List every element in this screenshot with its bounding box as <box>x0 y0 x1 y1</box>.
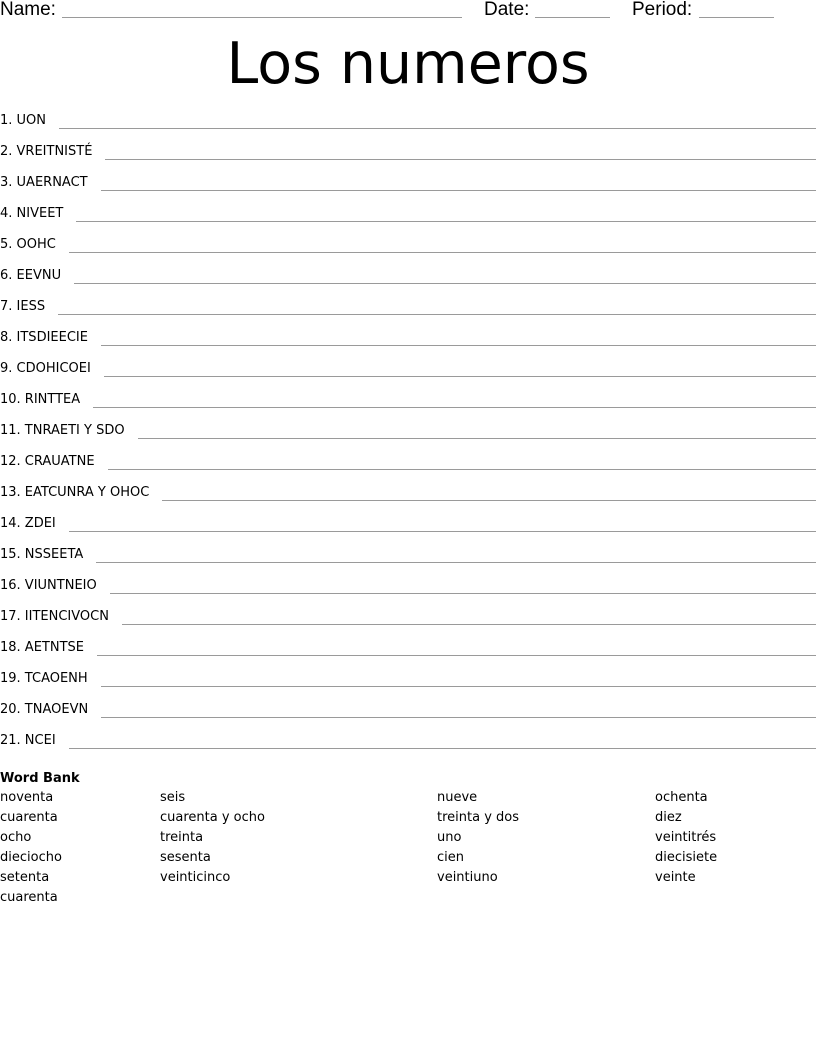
question-row <box>0 294 816 325</box>
question-row <box>0 325 816 356</box>
word-bank-item: cien <box>437 850 464 865</box>
question-label: 8. ITSDIEECIE <box>0 330 88 345</box>
word-bank-item: cuarenta y ocho <box>160 810 265 825</box>
question-row <box>0 542 816 573</box>
word-bank-item: treinta y dos <box>437 810 520 825</box>
answer-line[interactable] <box>101 717 816 718</box>
period-label: Period: <box>632 0 693 20</box>
name-line <box>62 17 462 18</box>
word-bank-title: Word Bank <box>0 771 80 786</box>
word-bank-item: ocho <box>0 830 32 845</box>
word-bank-item: diecisiete <box>655 850 718 865</box>
word-bank-item: veinticinco <box>160 870 231 885</box>
question-label: 4. NIVEET <box>0 206 64 221</box>
question-row <box>0 635 816 666</box>
word-bank-item: veinte <box>655 870 696 885</box>
answer-line[interactable] <box>69 531 816 532</box>
question-label: 13. EATCUNRA Y OHOC <box>0 485 150 500</box>
word-bank-item: seis <box>160 790 186 805</box>
word-bank-item: treinta <box>160 830 204 845</box>
word-bank-item: veintitrés <box>655 830 717 845</box>
question-label: 20. TNAOEVN <box>0 702 89 717</box>
answer-line[interactable] <box>108 469 816 470</box>
answer-line[interactable] <box>97 655 816 656</box>
word-bank-column <box>0 788 62 908</box>
question-row <box>0 604 816 635</box>
question-row <box>0 511 816 542</box>
question-row <box>0 263 816 294</box>
word-bank-column <box>437 788 519 888</box>
question-row <box>0 356 816 387</box>
name-label: Name: <box>0 0 56 20</box>
question-row <box>0 666 816 697</box>
answer-line[interactable] <box>138 438 816 439</box>
word-bank-column <box>655 788 717 888</box>
question-row <box>0 449 816 480</box>
answer-line[interactable] <box>69 252 816 253</box>
word-bank-item: ochenta <box>655 790 708 805</box>
question-row <box>0 139 816 170</box>
question-label: 10. RINTTEA <box>0 392 81 407</box>
question-label: 21. NCEI <box>0 733 56 748</box>
question-label: 16. VIUNTNEIO <box>0 578 97 593</box>
period-line <box>699 17 774 18</box>
answer-line[interactable] <box>69 748 816 749</box>
word-bank-item: sesenta <box>160 850 211 865</box>
question-label: 17. IITENCIVOCN <box>0 609 109 624</box>
question-label: 19. TCAOENH <box>0 671 88 686</box>
answer-line[interactable] <box>110 593 816 594</box>
question-label: 5. OOHC <box>0 237 56 252</box>
answer-line[interactable] <box>58 314 816 315</box>
answer-line[interactable] <box>96 562 816 563</box>
page-title: Los numeros <box>226 31 590 97</box>
answer-line[interactable] <box>105 159 816 160</box>
word-bank-column <box>160 788 265 888</box>
word-bank-item: veintiuno <box>437 870 498 885</box>
word-bank-item: uno <box>437 830 462 845</box>
question-row <box>0 480 816 511</box>
question-label: 12. CRAUATNE <box>0 454 95 469</box>
word-bank-item: diez <box>655 810 682 825</box>
answer-line[interactable] <box>101 686 816 687</box>
question-row <box>0 573 816 604</box>
question-row <box>0 108 816 139</box>
question-label: 15. NSSEETA <box>0 547 84 562</box>
word-bank-grid <box>0 788 816 908</box>
question-label: 11. TNRAETI Y SDO <box>0 423 125 438</box>
question-label: 2. VREITNISTÉ <box>0 144 93 159</box>
word-bank-item: cuarenta <box>0 810 58 825</box>
word-bank-item: nueve <box>437 790 478 805</box>
date-label: Date: <box>484 0 530 20</box>
question-label: 6. EEVNU <box>0 268 62 283</box>
question-label: 7. IESS <box>0 299 46 314</box>
word-bank-item: setenta <box>0 870 50 885</box>
question-label: 14. ZDEI <box>0 516 56 531</box>
answer-line[interactable] <box>101 190 816 191</box>
answer-line[interactable] <box>101 345 816 346</box>
question-row <box>0 232 816 263</box>
question-row <box>0 201 816 232</box>
question-row <box>0 418 816 449</box>
question-label: 18. AETNTSE <box>0 640 84 655</box>
answer-line[interactable] <box>93 407 816 408</box>
answer-line[interactable] <box>162 500 816 501</box>
word-bank <box>0 770 816 908</box>
date-line <box>535 17 610 18</box>
question-row <box>0 170 816 201</box>
answer-line[interactable] <box>122 624 816 625</box>
word-bank-item: dieciocho <box>0 850 62 865</box>
word-bank-item: cuarenta <box>0 890 58 905</box>
question-label: 3. UAERNACT <box>0 175 88 190</box>
answer-line[interactable] <box>74 283 816 284</box>
question-row <box>0 697 816 728</box>
answer-line[interactable] <box>76 221 816 222</box>
question-label: 1. UON <box>0 113 47 128</box>
question-label: 9. CDOHICOEI <box>0 361 91 376</box>
question-row <box>0 728 816 759</box>
question-row <box>0 387 816 418</box>
word-bank-item: noventa <box>0 790 54 805</box>
question-list <box>0 108 816 759</box>
answer-line[interactable] <box>59 128 816 129</box>
answer-line[interactable] <box>104 376 816 377</box>
header-row <box>0 0 816 24</box>
